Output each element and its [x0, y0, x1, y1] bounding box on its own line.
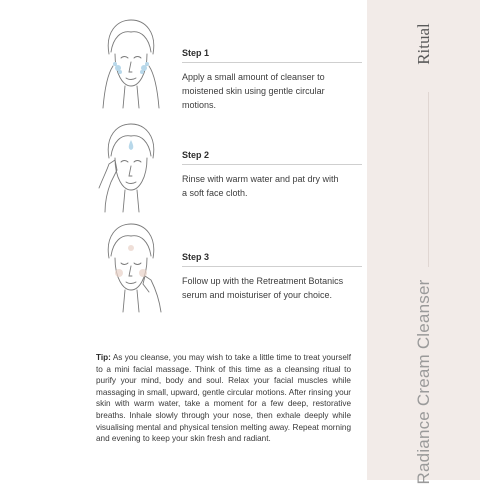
step-3-title: Step 3	[182, 252, 210, 262]
sidebar-divider	[428, 92, 429, 267]
step-1-divider	[182, 62, 362, 63]
step-3-text: Follow up with the Retreatment Botanics serum and moisturiser of your choice.	[182, 276, 344, 300]
sidebar-panel	[367, 0, 480, 484]
step-2-text: Rinse with warm water and pat dry with a soft face cloth.	[182, 174, 339, 198]
tip-label: Tip:	[96, 353, 111, 362]
tip-paragraph	[96, 352, 351, 445]
ritual-heading: Ritual	[413, 23, 433, 65]
face-serum-illustration	[95, 218, 167, 314]
step-2-divider	[182, 164, 362, 165]
step-3	[95, 218, 360, 318]
step-1	[95, 14, 360, 114]
face-rinse-illustration	[95, 118, 167, 214]
step-1-text: Apply a small amount of cleanser to moistened skin using gentle circular motions.	[182, 72, 325, 110]
step-2	[95, 118, 360, 218]
step-2-title: Step 2	[182, 150, 210, 160]
step-1-title: Step 1	[182, 48, 210, 58]
step-3-divider	[182, 266, 362, 267]
product-name: Radiance Cream Cleanser	[413, 279, 433, 484]
tip-text: As you cleanse, you may wish to take a little time to treat yourself to a mini facial massage. Think of this time as a cleansing ritual to purify your mind, body and soul. Relax your facial muscles while massaging in small, upward, gentle circular motions. After rinsing your skin with warm water, take a moment for a few deep, restorative breaths. Inhale slowly through your nose, then exhale deeply while visualising mental and physical tension melting away. Repeat morning and evening to keep your skin fresh and radiant.	[96, 353, 351, 444]
face-cleanser-illustration	[95, 14, 167, 110]
